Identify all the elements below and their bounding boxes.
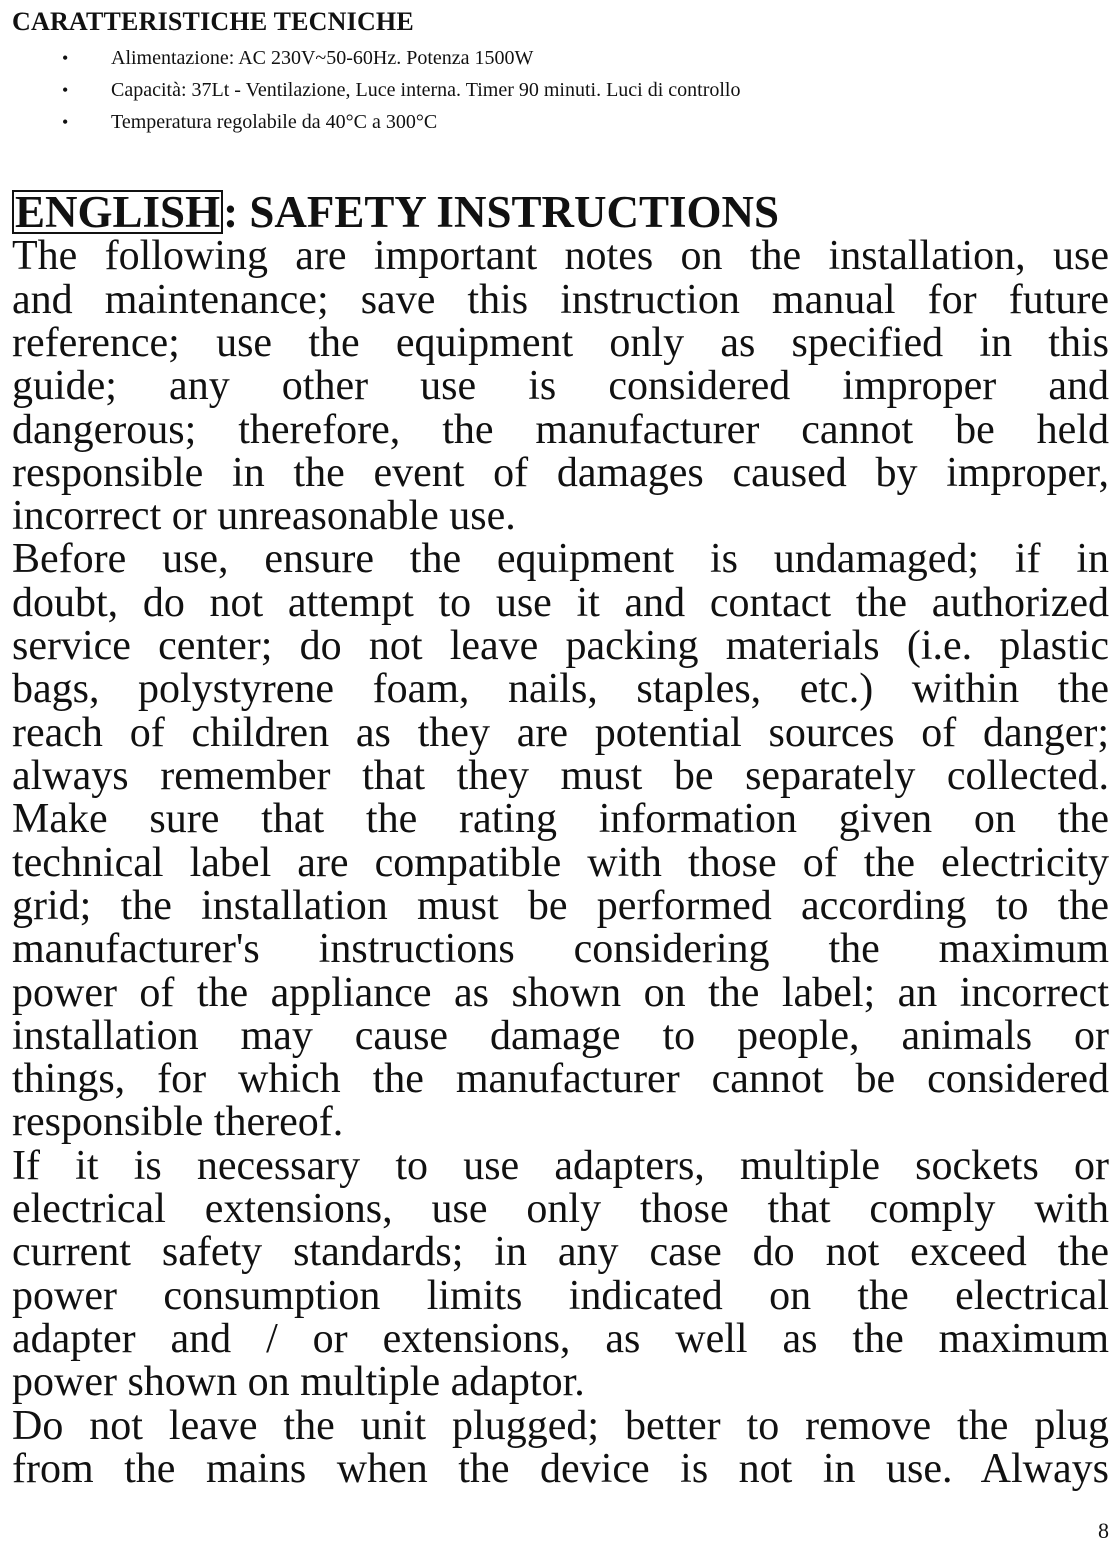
body-line: dangerous; therefore, the manufacturer cannot be held xyxy=(12,408,1109,452)
body-line: installation may cause damage to people, animals or xyxy=(12,1014,1109,1058)
body-line: responsible in the event of damages caused by improper, xyxy=(12,451,1109,495)
body-line: current safety standards; in any case do not exceed the xyxy=(12,1230,1109,1274)
bullet-icon: • xyxy=(62,80,69,100)
body-line: reach of children as they are potential sources of danger; xyxy=(12,711,1109,755)
body-line: Do not leave the unit plugged; better to remove the plug xyxy=(12,1404,1109,1448)
spec-text: Capacità: 37Lt - Ventilazione, Luce interna. Timer 90 minuti. Luci di controllo xyxy=(111,79,741,101)
section-heading xyxy=(12,186,779,238)
page-number: 8 xyxy=(1098,1518,1109,1543)
list-item xyxy=(0,74,1119,106)
body-line: from the mains when the device is not in use. Always xyxy=(12,1447,1109,1491)
body-line: technical label are compatible with those of the electricity xyxy=(12,841,1109,885)
language-label: ENGLISH xyxy=(12,190,223,234)
specs-list xyxy=(0,42,1119,138)
body-line: grid; the installation must be performed according to the xyxy=(12,884,1109,928)
body-line: The following are important notes on the installation, use xyxy=(12,234,1109,278)
bullet-icon: • xyxy=(62,112,69,132)
body-line: power of the appliance as shown on the label; an incorrect xyxy=(12,971,1109,1015)
section-title: : SAFETY INSTRUCTIONS xyxy=(223,187,780,237)
bullet-icon: • xyxy=(62,48,69,68)
body-line: manufacturer's instructions considering the maximum xyxy=(12,927,1109,971)
body-line: responsible thereof. xyxy=(12,1100,344,1144)
body-line: guide; any other use is considered improper and xyxy=(12,364,1109,408)
body-line: and maintenance; save this instruction manual for future xyxy=(12,278,1109,322)
body-line: incorrect or unreasonable use. xyxy=(12,494,516,538)
body-line: bags, polystyrene foam, nails, staples, etc.) within the xyxy=(12,667,1109,711)
body-line: always remember that they must be separately collected. xyxy=(12,754,1109,798)
body-line: Make sure that the rating information given on the xyxy=(12,797,1109,841)
body-line: doubt, do not attempt to use it and contact the authorized xyxy=(12,581,1109,625)
spec-text: Temperatura regolabile da 40°C a 300°C xyxy=(111,111,438,133)
spec-text: Alimentazione: AC 230V~50-60Hz. Potenza 1500W xyxy=(111,47,534,69)
body-line: things, for which the manufacturer cannot be considered xyxy=(12,1057,1109,1101)
body-line: If it is necessary to use adapters, multiple sockets or xyxy=(12,1144,1109,1188)
list-item xyxy=(0,42,1119,74)
body-line: reference; use the equipment only as specified in this xyxy=(12,321,1109,365)
specs-heading: CARATTERISTICHE TECNICHE xyxy=(12,7,414,36)
body-line: adapter and / or extensions, as well as the maximum xyxy=(12,1317,1109,1361)
body-line: electrical extensions, use only those that comply with xyxy=(12,1187,1109,1231)
list-item xyxy=(0,106,1119,138)
body-line: power consumption limits indicated on the electrical xyxy=(12,1274,1109,1318)
body-line: Before use, ensure the equipment is undamaged; if in xyxy=(12,537,1109,581)
body-line: service center; do not leave packing materials (i.e. plastic xyxy=(12,624,1109,668)
body-line: power shown on multiple adaptor. xyxy=(12,1360,585,1404)
